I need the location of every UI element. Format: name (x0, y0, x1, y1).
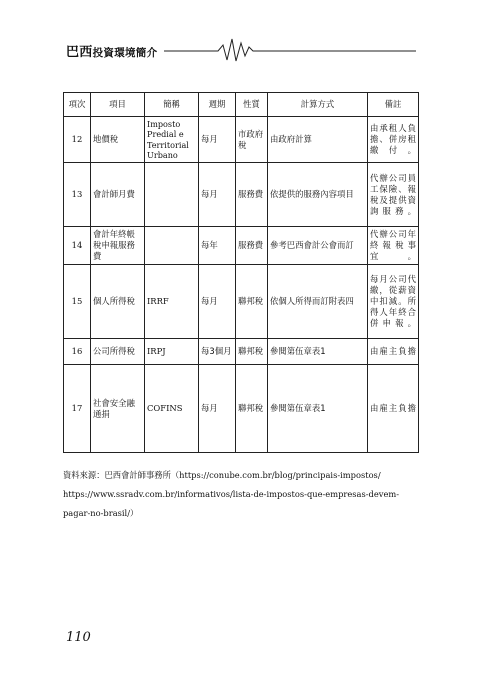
col-header-period: 週期 (199, 93, 236, 117)
row-abbr (145, 227, 199, 265)
row-period: 每3個月 (199, 339, 236, 365)
row-calc: 由政府計算 (268, 117, 368, 163)
row-period: 每月 (199, 265, 236, 339)
row-note: 每月公司代繳，從薪資中扣減。所得人年終合併申報。 (368, 265, 419, 339)
col-header-abbr: 簡稱 (145, 93, 199, 117)
row-no: 15 (64, 265, 91, 339)
row-period: 每月 (199, 163, 236, 227)
row-period: 每年 (199, 227, 236, 265)
row-no: 17 (64, 365, 91, 453)
row-nature: 聯邦稅 (236, 339, 268, 365)
row-period: 每月 (199, 365, 236, 453)
table-row (64, 227, 419, 265)
row-note: 由雇主負擔 (368, 365, 419, 453)
header-title-rest: 投資環境簡介 (92, 47, 158, 59)
row-item: 個人所得稅 (91, 265, 145, 339)
row-calc: 依個人所得而訂附表四 (268, 265, 368, 339)
row-note: 由承租人負擔、併房租繳付。 (368, 117, 419, 163)
header-title-big: 巴西 (66, 45, 93, 60)
row-calc: 參考巴西會計公會而訂 (268, 227, 368, 265)
row-note: 代辦公司員工保險、報稅及提供資詢服務。 (368, 163, 419, 227)
row-abbr: IRPJ (145, 339, 199, 365)
row-period: 每月 (199, 117, 236, 163)
row-abbr: IRRF (145, 265, 199, 339)
row-note: 由雇主負擔 (368, 339, 419, 365)
row-nature: 市政府稅 (236, 117, 268, 163)
table-row (64, 365, 419, 453)
row-no: 16 (64, 339, 91, 365)
row-abbr: COFINS (145, 365, 199, 453)
row-no: 13 (64, 163, 91, 227)
col-header-item: 項目 (91, 93, 145, 117)
row-calc: 依提供的服務內容項目 (268, 163, 368, 227)
table-row (64, 163, 419, 227)
source-note: 資料來源：巴西會計師事務所（https://conube.com.br/blog/principais-impostos/ https://www.ssradv.com.br/informativos/lista-de-impostos-que-empresas-devem-pagar-no-brasil/） (63, 470, 400, 518)
row-note: 代辦公司年終報稅事宜。 (368, 227, 419, 265)
page-header (66, 34, 416, 68)
row-nature: 聯邦稅 (236, 365, 268, 453)
page-number: 110 (66, 630, 91, 645)
row-nature: 服務費 (236, 163, 268, 227)
row-item: 會計師月費 (91, 163, 145, 227)
row-abbr: Imposto Predial e Territorial Urbano (145, 117, 199, 163)
row-no: 12 (64, 117, 91, 163)
col-header-nature: 性質 (236, 93, 268, 117)
row-item: 社會安全融通捐 (91, 365, 145, 453)
row-calc: 參閱第伍章表1 (268, 339, 368, 365)
row-item: 會計年終帳稅申報服務費 (91, 227, 145, 265)
table-header-row (64, 93, 419, 117)
table-row (64, 117, 419, 163)
row-calc: 參閱第伍章表1 (268, 365, 368, 453)
row-no: 14 (64, 227, 91, 265)
table-row (64, 339, 419, 365)
row-item: 公司所得稅 (91, 339, 145, 365)
row-nature: 聯邦稅 (236, 265, 268, 339)
row-abbr (145, 163, 199, 227)
row-item: 地價稅 (91, 117, 145, 163)
col-header-no: 項次 (64, 93, 91, 117)
header-heartbeat-line (66, 34, 416, 68)
table-row (64, 265, 419, 339)
row-nature: 服務費 (236, 227, 268, 265)
tax-table (63, 92, 419, 453)
col-header-calc: 計算方式 (268, 93, 368, 117)
col-header-note: 備註 (368, 93, 419, 117)
